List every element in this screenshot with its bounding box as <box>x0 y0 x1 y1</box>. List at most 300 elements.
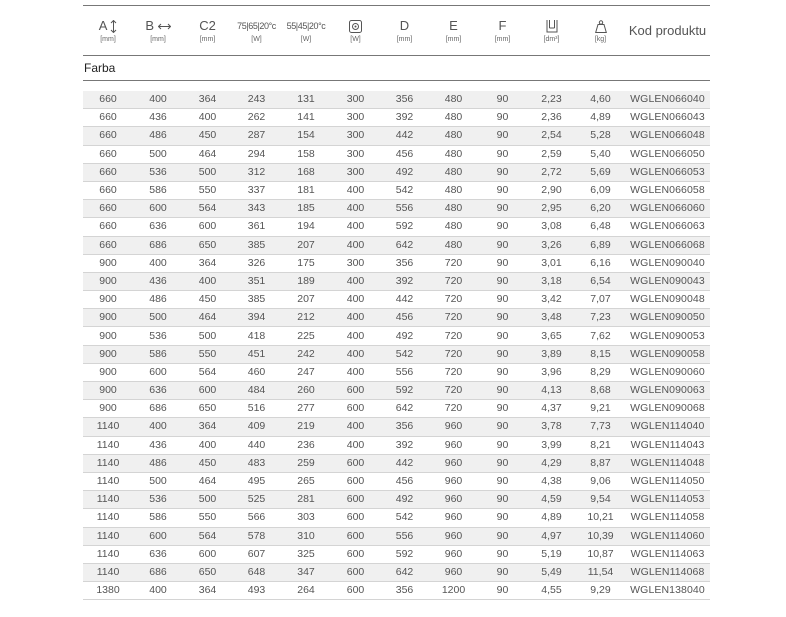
cell-d: 556 <box>380 527 429 545</box>
cell-heating-element: 600 <box>331 563 380 581</box>
cell-product-code: WGLEN138040 <box>625 582 710 600</box>
cell-d: 442 <box>380 291 429 309</box>
product-spec-table-container <box>83 5 710 600</box>
table-row <box>83 181 710 199</box>
cell-weight: 8,21 <box>576 436 625 454</box>
cell-power-55-45-20: 131 <box>281 91 331 109</box>
cell-b: 400 <box>133 582 183 600</box>
cell-weight: 6,54 <box>576 272 625 290</box>
cell-f: 90 <box>478 309 527 327</box>
cell-heating-element: 400 <box>331 327 380 345</box>
cell-volume: 2,54 <box>527 127 576 145</box>
header-a <box>83 6 133 56</box>
cell-power-75-65-20: 326 <box>232 254 281 272</box>
cell-c2: 500 <box>183 491 232 509</box>
cell-d: 592 <box>380 545 429 563</box>
cell-power-55-45-20: 225 <box>281 327 331 345</box>
cell-weight: 8,68 <box>576 382 625 400</box>
cell-volume: 2,36 <box>527 109 576 127</box>
cell-power-55-45-20: 194 <box>281 218 331 236</box>
cell-d: 642 <box>380 236 429 254</box>
cell-b: 636 <box>133 382 183 400</box>
header-power-55-45-20 <box>281 6 331 56</box>
cell-power-75-65-20: 385 <box>232 236 281 254</box>
cell-volume: 3,96 <box>527 363 576 381</box>
cell-d: 492 <box>380 163 429 181</box>
cell-d: 592 <box>380 382 429 400</box>
cell-power-75-65-20: 312 <box>232 163 281 181</box>
cell-power-55-45-20: 281 <box>281 491 331 509</box>
cell-e: 960 <box>429 563 478 581</box>
cell-b: 486 <box>133 291 183 309</box>
cell-volume: 2,95 <box>527 200 576 218</box>
cell-power-75-65-20: 525 <box>232 491 281 509</box>
cell-e: 720 <box>429 345 478 363</box>
table-row <box>83 527 710 545</box>
table-row <box>83 545 710 563</box>
cell-b: 436 <box>133 272 183 290</box>
cell-c2: 550 <box>183 181 232 199</box>
cell-heating-element: 400 <box>331 200 380 218</box>
cell-heating-element: 600 <box>331 545 380 563</box>
cell-e: 960 <box>429 418 478 436</box>
cell-e: 720 <box>429 400 478 418</box>
cell-volume: 5,49 <box>527 563 576 581</box>
cell-e: 480 <box>429 200 478 218</box>
cell-f: 90 <box>478 563 527 581</box>
cell-e: 480 <box>429 109 478 127</box>
cell-d: 356 <box>380 582 429 600</box>
table-row <box>83 327 710 345</box>
cell-volume: 3,18 <box>527 272 576 290</box>
table-row <box>83 509 710 527</box>
header-e-unit: [mm] <box>445 35 462 43</box>
cell-e: 480 <box>429 181 478 199</box>
header-weight <box>576 6 625 56</box>
cell-b: 586 <box>133 345 183 363</box>
header-volume-unit: [dm³] <box>543 35 560 43</box>
cell-a: 1140 <box>83 491 133 509</box>
cell-c2: 450 <box>183 127 232 145</box>
cell-weight: 7,23 <box>576 309 625 327</box>
cell-f: 90 <box>478 545 527 563</box>
cell-a: 660 <box>83 109 133 127</box>
cell-a: 660 <box>83 236 133 254</box>
cell-weight: 7,62 <box>576 327 625 345</box>
cell-c2: 450 <box>183 291 232 309</box>
table-row <box>83 309 710 327</box>
cell-e: 480 <box>429 236 478 254</box>
cell-weight: 9,21 <box>576 400 625 418</box>
cell-d: 456 <box>380 145 429 163</box>
cell-heating-element: 600 <box>331 582 380 600</box>
cell-f: 90 <box>478 418 527 436</box>
cell-b: 436 <box>133 436 183 454</box>
cell-b: 400 <box>133 254 183 272</box>
cell-c2: 600 <box>183 218 232 236</box>
cell-heating-element: 400 <box>331 181 380 199</box>
cell-weight: 8,87 <box>576 454 625 472</box>
header-b <box>133 6 183 56</box>
cell-volume: 4,55 <box>527 582 576 600</box>
cell-power-75-65-20: 460 <box>232 363 281 381</box>
cell-d: 556 <box>380 200 429 218</box>
cell-e: 960 <box>429 436 478 454</box>
cell-power-55-45-20: 219 <box>281 418 331 436</box>
cell-b: 436 <box>133 109 183 127</box>
cell-weight: 4,89 <box>576 109 625 127</box>
cell-e: 480 <box>429 127 478 145</box>
header-e <box>429 6 478 56</box>
cell-e: 480 <box>429 145 478 163</box>
cell-a: 1140 <box>83 545 133 563</box>
cell-b: 600 <box>133 200 183 218</box>
cell-power-75-65-20: 262 <box>232 109 281 127</box>
cell-a: 1140 <box>83 509 133 527</box>
cell-b: 400 <box>133 91 183 109</box>
cell-power-55-45-20: 236 <box>281 436 331 454</box>
volume-icon <box>546 19 558 33</box>
cell-volume: 3,99 <box>527 436 576 454</box>
cell-f: 90 <box>478 345 527 363</box>
cell-c2: 500 <box>183 327 232 345</box>
cell-power-55-45-20: 325 <box>281 545 331 563</box>
cell-f: 90 <box>478 382 527 400</box>
cell-d: 456 <box>380 309 429 327</box>
cell-product-code: WGLEN066058 <box>625 181 710 199</box>
cell-heating-element: 400 <box>331 363 380 381</box>
cell-d: 542 <box>380 509 429 527</box>
cell-power-75-65-20: 351 <box>232 272 281 290</box>
cell-power-75-65-20: 493 <box>232 582 281 600</box>
cell-power-55-45-20: 310 <box>281 527 331 545</box>
cell-power-75-65-20: 409 <box>232 418 281 436</box>
cell-power-75-65-20: 243 <box>232 91 281 109</box>
cell-heating-element: 400 <box>331 218 380 236</box>
cell-volume: 3,48 <box>527 309 576 327</box>
cell-b: 586 <box>133 181 183 199</box>
cell-e: 480 <box>429 91 478 109</box>
header-power-55-label: 55|45|20°c <box>286 20 326 31</box>
cell-e: 960 <box>429 509 478 527</box>
cell-power-55-45-20: 154 <box>281 127 331 145</box>
cell-product-code: WGLEN114043 <box>625 436 710 454</box>
cell-volume: 3,08 <box>527 218 576 236</box>
cell-product-code: WGLEN066053 <box>625 163 710 181</box>
cell-heating-element: 400 <box>331 418 380 436</box>
cell-heating-element: 300 <box>331 127 380 145</box>
table-row <box>83 400 710 418</box>
cell-weight: 5,40 <box>576 145 625 163</box>
cell-volume: 3,26 <box>527 236 576 254</box>
cell-power-75-65-20: 385 <box>232 291 281 309</box>
cell-e: 960 <box>429 454 478 472</box>
table-row <box>83 363 710 381</box>
header-f-unit: [mm] <box>494 35 511 43</box>
cell-heating-element: 600 <box>331 509 380 527</box>
cell-power-55-45-20: 277 <box>281 400 331 418</box>
cell-power-55-45-20: 189 <box>281 272 331 290</box>
table-row <box>83 145 710 163</box>
cell-weight: 5,69 <box>576 163 625 181</box>
table-row <box>83 200 710 218</box>
cell-product-code: WGLEN066060 <box>625 200 710 218</box>
cell-e: 720 <box>429 363 478 381</box>
cell-c2: 550 <box>183 509 232 527</box>
cell-power-55-45-20: 168 <box>281 163 331 181</box>
cell-weight: 6,09 <box>576 181 625 199</box>
cell-weight: 9,06 <box>576 472 625 490</box>
cell-power-75-65-20: 607 <box>232 545 281 563</box>
cell-c2: 464 <box>183 309 232 327</box>
cell-power-75-65-20: 483 <box>232 454 281 472</box>
cell-f: 90 <box>478 291 527 309</box>
cell-power-75-65-20: 440 <box>232 436 281 454</box>
cell-weight: 8,29 <box>576 363 625 381</box>
cell-power-75-65-20: 294 <box>232 145 281 163</box>
cell-volume: 4,37 <box>527 400 576 418</box>
cell-c2: 550 <box>183 345 232 363</box>
cell-b: 600 <box>133 527 183 545</box>
table-row <box>83 454 710 472</box>
cell-volume: 4,97 <box>527 527 576 545</box>
cell-f: 90 <box>478 527 527 545</box>
table-row <box>83 418 710 436</box>
cell-weight: 10,39 <box>576 527 625 545</box>
cell-weight: 4,60 <box>576 91 625 109</box>
cell-product-code: WGLEN090068 <box>625 400 710 418</box>
cell-power-75-65-20: 361 <box>232 218 281 236</box>
section-title: Farba <box>83 56 710 81</box>
cell-a: 900 <box>83 309 133 327</box>
cell-d: 492 <box>380 491 429 509</box>
cell-product-code: WGLEN090050 <box>625 309 710 327</box>
cell-b: 536 <box>133 163 183 181</box>
table-row <box>83 472 710 490</box>
cell-power-55-45-20: 181 <box>281 181 331 199</box>
cell-heating-element: 400 <box>331 436 380 454</box>
product-spec-table <box>83 5 710 600</box>
cell-a: 1140 <box>83 472 133 490</box>
table-row <box>83 582 710 600</box>
header-power-75-label: 75|65|20°c <box>237 20 276 31</box>
header-f-label: F <box>498 17 507 33</box>
cell-a: 900 <box>83 272 133 290</box>
cell-weight: 8,15 <box>576 345 625 363</box>
cell-f: 90 <box>478 200 527 218</box>
cell-heating-element: 600 <box>331 527 380 545</box>
header-product-code-label: Kod produktu <box>628 22 707 38</box>
cell-product-code: WGLEN066048 <box>625 127 710 145</box>
cell-e: 720 <box>429 382 478 400</box>
cell-f: 90 <box>478 127 527 145</box>
table-row <box>83 436 710 454</box>
cell-product-code: WGLEN066040 <box>625 91 710 109</box>
cell-heating-element: 600 <box>331 400 380 418</box>
cell-d: 642 <box>380 400 429 418</box>
cell-power-75-65-20: 516 <box>232 400 281 418</box>
cell-volume: 2,72 <box>527 163 576 181</box>
cell-product-code: WGLEN090053 <box>625 327 710 345</box>
cell-c2: 400 <box>183 272 232 290</box>
cell-product-code: WGLEN090063 <box>625 382 710 400</box>
cell-volume: 3,65 <box>527 327 576 345</box>
cell-power-55-45-20: 212 <box>281 309 331 327</box>
cell-volume: 4,38 <box>527 472 576 490</box>
cell-volume: 3,78 <box>527 418 576 436</box>
header-c2-label: C2 <box>199 17 216 33</box>
cell-f: 90 <box>478 218 527 236</box>
header-c2-unit: [mm] <box>199 35 216 43</box>
cell-weight: 11,54 <box>576 563 625 581</box>
cell-d: 356 <box>380 418 429 436</box>
cell-heating-element: 600 <box>331 454 380 472</box>
table-row <box>83 291 710 309</box>
cell-weight: 6,48 <box>576 218 625 236</box>
header-b-unit: [mm] <box>150 35 166 43</box>
cell-product-code: WGLEN114050 <box>625 472 710 490</box>
cell-power-55-45-20: 265 <box>281 472 331 490</box>
cell-c2: 464 <box>183 472 232 490</box>
cell-c2: 464 <box>183 145 232 163</box>
cell-a: 660 <box>83 127 133 145</box>
cell-c2: 364 <box>183 418 232 436</box>
cell-heating-element: 400 <box>331 272 380 290</box>
cell-product-code: WGLEN090060 <box>625 363 710 381</box>
cell-c2: 500 <box>183 163 232 181</box>
cell-a: 900 <box>83 327 133 345</box>
cell-power-75-65-20: 394 <box>232 309 281 327</box>
cell-e: 480 <box>429 218 478 236</box>
cell-volume: 4,29 <box>527 454 576 472</box>
cell-e: 720 <box>429 272 478 290</box>
cell-power-55-45-20: 185 <box>281 200 331 218</box>
cell-product-code: WGLEN090043 <box>625 272 710 290</box>
table-row <box>83 163 710 181</box>
cell-a: 1140 <box>83 436 133 454</box>
cell-d: 592 <box>380 218 429 236</box>
cell-a: 900 <box>83 254 133 272</box>
cell-a: 1140 <box>83 454 133 472</box>
cell-product-code: WGLEN090048 <box>625 291 710 309</box>
cell-product-code: WGLEN114068 <box>625 563 710 581</box>
cell-f: 90 <box>478 91 527 109</box>
cell-d: 556 <box>380 363 429 381</box>
cell-a: 660 <box>83 163 133 181</box>
cell-volume: 2,90 <box>527 181 576 199</box>
cell-power-55-45-20: 207 <box>281 291 331 309</box>
cell-a: 1380 <box>83 582 133 600</box>
cell-volume: 2,23 <box>527 91 576 109</box>
header-weight-unit: [kg] <box>594 35 607 43</box>
cell-a: 660 <box>83 200 133 218</box>
cell-f: 90 <box>478 454 527 472</box>
cell-f: 90 <box>478 109 527 127</box>
header-product-code <box>625 6 710 56</box>
cell-b: 500 <box>133 472 183 490</box>
cell-power-55-45-20: 207 <box>281 236 331 254</box>
cell-product-code: WGLEN066068 <box>625 236 710 254</box>
cell-volume: 2,59 <box>527 145 576 163</box>
cell-weight: 9,54 <box>576 491 625 509</box>
cell-a: 660 <box>83 218 133 236</box>
cell-f: 90 <box>478 436 527 454</box>
cell-c2: 650 <box>183 563 232 581</box>
cell-a: 900 <box>83 345 133 363</box>
cell-d: 492 <box>380 327 429 345</box>
cell-f: 90 <box>478 327 527 345</box>
cell-d: 442 <box>380 127 429 145</box>
cell-weight: 7,73 <box>576 418 625 436</box>
table-row <box>83 272 710 290</box>
cell-f: 90 <box>478 145 527 163</box>
cell-c2: 564 <box>183 363 232 381</box>
cell-d: 356 <box>380 91 429 109</box>
cell-a: 660 <box>83 145 133 163</box>
cell-b: 600 <box>133 363 183 381</box>
cell-power-55-45-20: 259 <box>281 454 331 472</box>
cell-power-55-45-20: 347 <box>281 563 331 581</box>
cell-volume: 4,59 <box>527 491 576 509</box>
table-row <box>83 254 710 272</box>
horizontal-arrow-icon <box>158 23 171 30</box>
cell-a: 900 <box>83 291 133 309</box>
cell-power-55-45-20: 264 <box>281 582 331 600</box>
cell-heating-element: 300 <box>331 163 380 181</box>
cell-b: 536 <box>133 327 183 345</box>
cell-d: 392 <box>380 272 429 290</box>
cell-product-code: WGLEN066050 <box>625 145 710 163</box>
cell-volume: 5,19 <box>527 545 576 563</box>
cell-a: 900 <box>83 400 133 418</box>
cell-b: 486 <box>133 454 183 472</box>
cell-f: 90 <box>478 236 527 254</box>
header-d-unit: [mm] <box>396 35 413 43</box>
cell-e: 720 <box>429 327 478 345</box>
cell-heating-element: 400 <box>331 309 380 327</box>
header-e-label: E <box>449 17 458 33</box>
cell-c2: 364 <box>183 254 232 272</box>
cell-power-75-65-20: 578 <box>232 527 281 545</box>
header-row <box>83 6 710 56</box>
cell-weight: 6,16 <box>576 254 625 272</box>
cell-b: 486 <box>133 127 183 145</box>
cell-weight: 10,87 <box>576 545 625 563</box>
cell-e: 960 <box>429 527 478 545</box>
cell-a: 660 <box>83 181 133 199</box>
table-row <box>83 91 710 109</box>
cell-c2: 450 <box>183 454 232 472</box>
cell-product-code: WGLEN114053 <box>625 491 710 509</box>
cell-heating-element: 400 <box>331 236 380 254</box>
cell-f: 90 <box>478 181 527 199</box>
header-power-75-65-20 <box>232 6 281 56</box>
cell-c2: 600 <box>183 382 232 400</box>
cell-heating-element: 300 <box>331 254 380 272</box>
cell-e: 960 <box>429 472 478 490</box>
cell-weight: 7,07 <box>576 291 625 309</box>
cell-b: 400 <box>133 418 183 436</box>
cell-volume: 3,89 <box>527 345 576 363</box>
cell-d: 542 <box>380 181 429 199</box>
table-row <box>83 345 710 363</box>
header-heating-element-unit: [W] <box>350 35 361 43</box>
header-d <box>380 6 429 56</box>
cell-e: 1200 <box>429 582 478 600</box>
cell-product-code: WGLEN114048 <box>625 454 710 472</box>
cell-d: 456 <box>380 472 429 490</box>
header-d-label: D <box>399 17 410 33</box>
